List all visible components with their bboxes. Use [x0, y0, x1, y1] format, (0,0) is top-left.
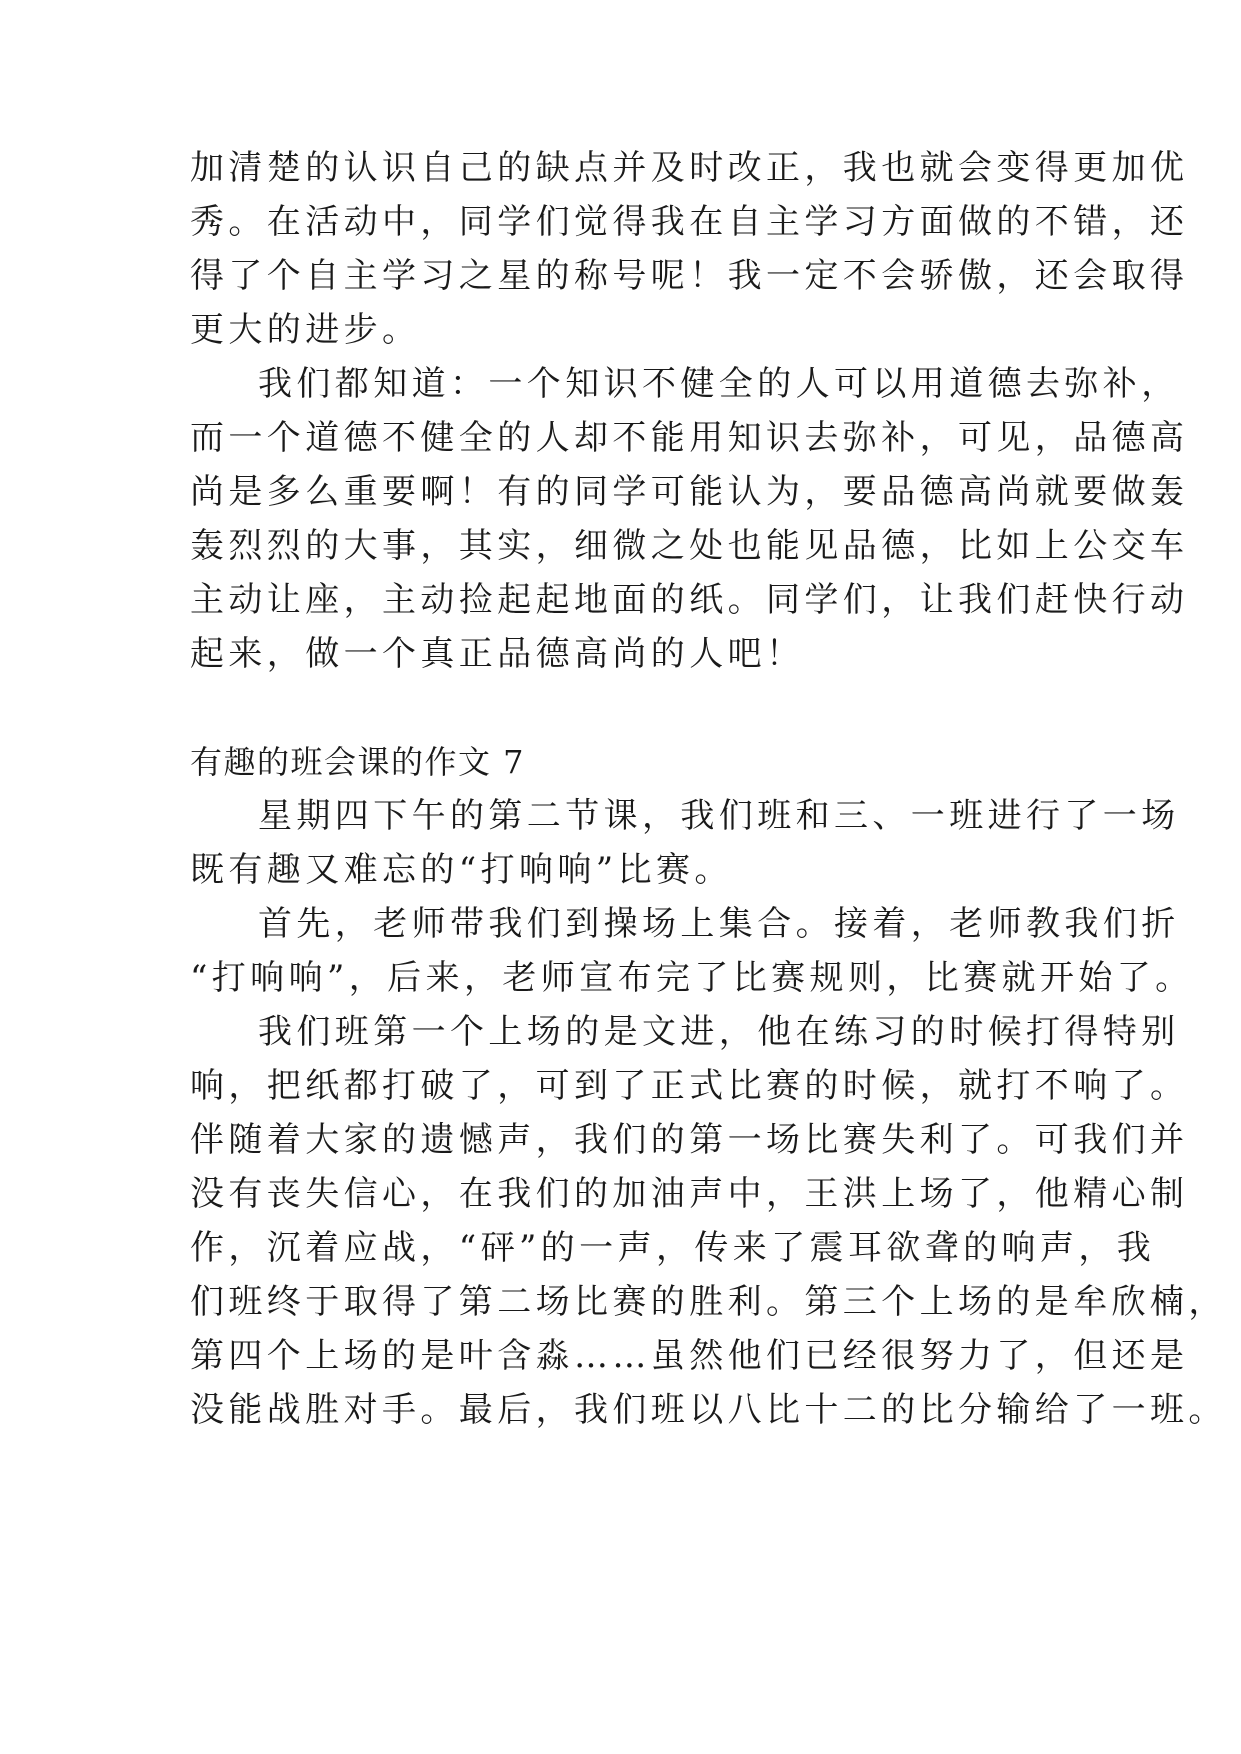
text-line: 首先，老师带我们到操场上集合。接着，老师教我们折 — [258, 904, 1180, 944]
text-line: 第四个上场的是叶含淼……虽然他们已经很努力了，但还是 — [190, 1336, 1189, 1376]
text-line: 我们都知道：一个知识不健全的人可以用道德去弥补， — [258, 364, 1180, 404]
text-line: 伴随着大家的遗憾声，我们的第一场比赛失利了。可我们并 — [190, 1120, 1189, 1160]
text-line: 得了个自主学习之星的称号呢！我一定不会骄傲，还会取得 — [190, 256, 1189, 296]
text-line: 轰烈烈的大事，其实，细微之处也能见品德，比如上公交车 — [190, 526, 1189, 566]
text-line: 我们班第一个上场的是文进，他在练习的时候打得特别 — [258, 1012, 1180, 1052]
text-line: 起来，做一个真正品德高尚的人吧！ — [190, 634, 805, 674]
text-line: 更大的进步。 — [190, 310, 421, 350]
text-line: 没有丧失信心，在我们的加油声中，王洪上场了，他精心制 — [190, 1174, 1189, 1214]
text-line: 没能战胜对手。最后，我们班以八比十二的比分输给了一班。 — [190, 1390, 1227, 1430]
text-line: 们班终于取得了第二场比赛的胜利。第三个上场的是牟欣楠， — [190, 1282, 1227, 1322]
text-line: 加清楚的认识自己的缺点并及时改正，我也就会变得更加优 — [190, 148, 1189, 188]
text-line: 秀。在活动中，同学们觉得我在自主学习方面做的不错，还 — [190, 202, 1189, 242]
text-line: 而一个道德不健全的人却不能用知识去弥补，可见，品德高 — [190, 418, 1189, 458]
text-line: 响，把纸都打破了，可到了正式比赛的时候，就打不响了。 — [190, 1066, 1189, 1106]
text-line: 主动让座，主动捡起起地面的纸。同学们，让我们赶快行动 — [190, 580, 1189, 620]
section-heading: 有趣的班会课的作文 7 — [190, 743, 526, 781]
text-line: 尚是多么重要啊！有的同学可能认为，要品德高尚就要做轰 — [190, 472, 1189, 512]
text-line: 作，沉着应战，“砰”的一声，传来了震耳欲聋的响声，我 — [190, 1228, 1156, 1268]
text-line: 星期四下午的第二节课，我们班和三、一班进行了一场 — [258, 796, 1180, 836]
text-line: “打响响”，后来，老师宣布完了比赛规则，比赛就开始了。 — [190, 958, 1194, 998]
text-line: 既有趣又难忘的“打响响”比赛。 — [190, 850, 733, 890]
